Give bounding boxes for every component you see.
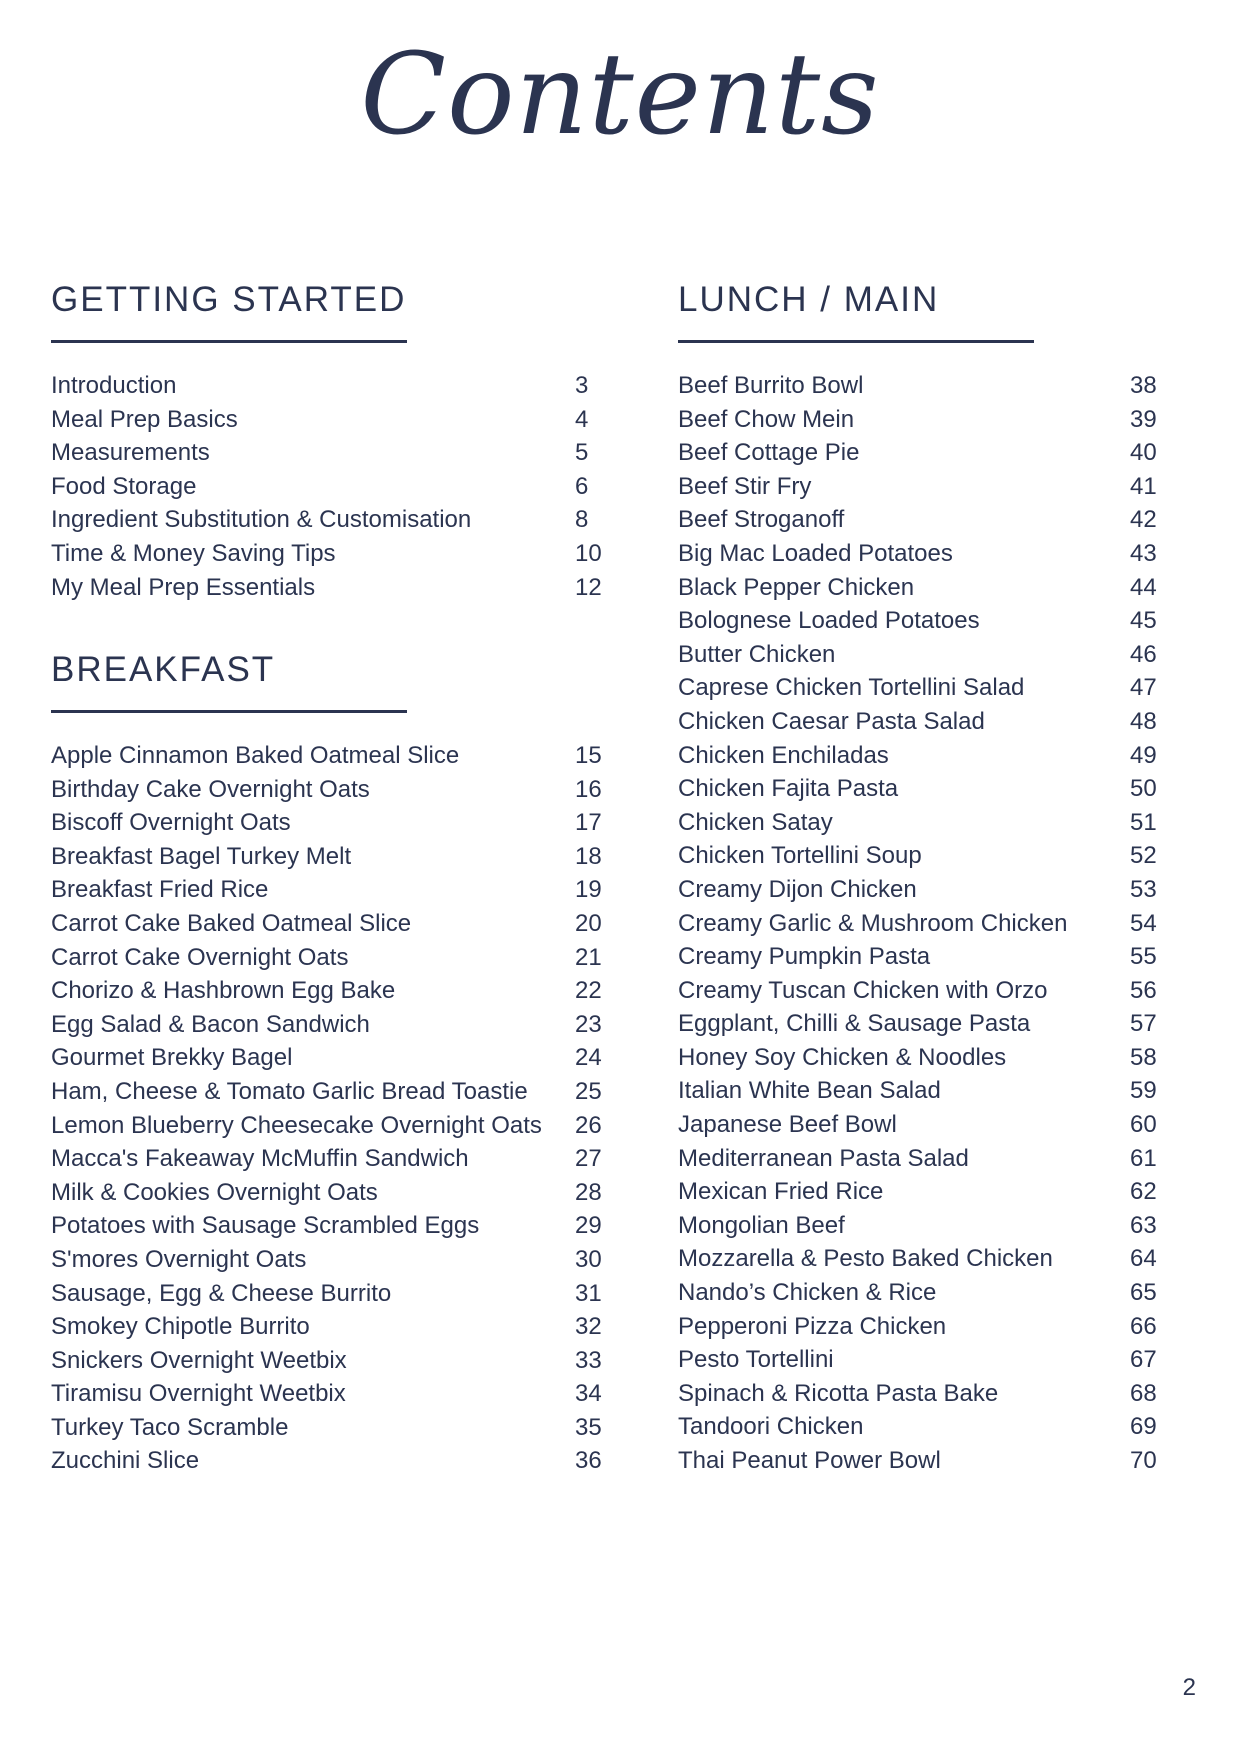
toc-entry-page: 27 [575, 1145, 602, 1173]
toc-entry-page: 6 [575, 472, 589, 500]
toc-entry-page: 10 [575, 539, 602, 567]
toc-entry-title: Mediterranean Pasta Salad [678, 1144, 969, 1172]
toc-entry-title: Beef Cottage Pie [678, 439, 860, 467]
toc-entry-title: Japanese Beef Bowl [678, 1111, 897, 1139]
toc-entry-title: Breakfast Bagel Turkey Melt [51, 842, 352, 870]
toc-entry-page: 41 [1130, 472, 1157, 500]
toc-entry-title: Black Pepper Chicken [678, 573, 915, 601]
toc-entry-page: 65 [1130, 1279, 1157, 1307]
toc-entry[interactable] [678, 974, 1218, 1008]
toc-entry-page: 31 [575, 1279, 602, 1307]
section-breakfast [51, 650, 407, 713]
toc-entry-page: 30 [575, 1245, 602, 1273]
toc-entry-title: Pesto Tortellini [678, 1346, 834, 1374]
toc-entry[interactable] [678, 537, 1218, 571]
toc-entry[interactable] [678, 1142, 1218, 1176]
toc-entry-title: Bolognese Loaded Potatoes [678, 607, 980, 635]
toc-entry-title: Birthday Cake Overnight Oats [51, 775, 370, 803]
toc-entry[interactable] [51, 907, 611, 941]
toc-entry-page: 24 [575, 1044, 602, 1072]
toc-entry-page: 34 [575, 1380, 602, 1408]
toc-entry[interactable] [51, 1142, 611, 1176]
toc-entry[interactable] [678, 1377, 1218, 1411]
toc-entry-title: Honey Soy Chicken & Noodles [678, 1043, 1007, 1071]
toc-entry-title: Creamy Tuscan Chicken with Orzo [678, 976, 1048, 1004]
toc-entry-page: 26 [575, 1111, 602, 1139]
toc-entry-page: 54 [1130, 909, 1157, 937]
section-divider [678, 340, 1034, 343]
toc-entry-page: 20 [575, 909, 602, 937]
toc-entry-title: Beef Burrito Bowl [678, 372, 864, 399]
toc-entry-title: Potatoes with Sausage Scrambled Eggs [51, 1212, 480, 1240]
toc-entry[interactable] [51, 1444, 611, 1478]
toc-entry[interactable] [51, 1243, 611, 1277]
toc-entry-title: Beef Chow Mein [678, 405, 855, 433]
toc-entry[interactable] [51, 537, 611, 571]
toc-entry-page: 40 [1130, 439, 1157, 467]
page-title: Contents [360, 30, 880, 160]
toc-entry-title: Milk & Cookies Overnight Oats [51, 1178, 378, 1206]
toc-entry-title: Food Storage [51, 472, 197, 500]
toc-entry-page: 68 [1130, 1379, 1157, 1407]
toc-entry-page: 46 [1130, 640, 1157, 668]
toc-entry-page: 48 [1130, 707, 1157, 735]
toc-entry-title: Mozzarella & Pesto Baked Chicken [678, 1245, 1053, 1273]
toc-entry[interactable] [51, 503, 611, 537]
toc-entry-page: 29 [575, 1212, 602, 1240]
toc-entry[interactable] [51, 873, 611, 907]
toc-entry-page: 51 [1130, 808, 1157, 836]
toc-entry-title: Carrot Cake Baked Oatmeal Slice [51, 909, 412, 937]
toc-entry-title: Eggplant, Chilli & Sausage Pasta [678, 1010, 1031, 1038]
toc-entry-title: Gourmet Brekky Bagel [51, 1044, 293, 1072]
toc-entry[interactable] [678, 638, 1218, 672]
toc-entry-title: Ingredient Substitution & Customisation [51, 506, 472, 534]
toc-entry[interactable] [51, 1209, 611, 1243]
toc-entry-title: Measurements [51, 439, 210, 467]
toc-entry[interactable] [678, 671, 1218, 705]
toc-entry[interactable] [51, 571, 611, 605]
toc-entry-title: Nando’s Chicken & Rice [678, 1279, 937, 1307]
section-heading: GETTING STARTED [51, 280, 407, 319]
toc-entry[interactable] [51, 369, 611, 403]
toc-entry[interactable] [678, 503, 1218, 537]
lunch-main-list [678, 369, 1218, 1478]
toc-entry[interactable] [678, 403, 1218, 437]
toc-entry[interactable] [51, 1277, 611, 1311]
toc-entry-page: 28 [575, 1178, 602, 1206]
toc-entry[interactable] [51, 941, 611, 975]
toc-entry[interactable] [51, 1109, 611, 1143]
toc-entry-title: Creamy Dijon Chicken [678, 875, 917, 903]
toc-entry-title: Chicken Tortellini Soup [678, 842, 922, 870]
toc-entry-page: 35 [575, 1413, 602, 1441]
section-lunch-main [678, 280, 1034, 343]
toc-entry[interactable] [678, 1007, 1218, 1041]
toc-entry-page: 5 [575, 439, 589, 467]
section-heading: BREAKFAST [51, 650, 276, 689]
toc-entry-title: Caprese Chicken Tortellini Salad [678, 674, 1025, 702]
toc-entry[interactable] [678, 1276, 1218, 1310]
section-heading: LUNCH / MAIN [678, 280, 940, 319]
toc-entry-title: Tiramisu Overnight Weetbix [51, 1380, 346, 1408]
toc-entry-page: 66 [1130, 1312, 1157, 1340]
toc-entry-page: 18 [575, 842, 602, 870]
toc-entry[interactable] [678, 1108, 1218, 1142]
toc-entry[interactable] [51, 1310, 611, 1344]
toc-entry-page: 4 [575, 405, 589, 433]
toc-entry-title: Carrot Cake Overnight Oats [51, 943, 349, 971]
section-divider [51, 340, 407, 343]
toc-entry-page: 61 [1130, 1144, 1157, 1172]
toc-entry[interactable] [51, 773, 611, 807]
toc-entry-title: Turkey Taco Scramble [51, 1413, 289, 1441]
toc-entry-title: Ham, Cheese & Tomato Garlic Bread Toastie [51, 1077, 528, 1105]
toc-entry[interactable] [51, 974, 611, 1008]
toc-entry-title: Beef Stir Fry [678, 472, 812, 500]
toc-entry[interactable] [51, 1176, 611, 1210]
toc-entry[interactable] [678, 1209, 1218, 1243]
toc-entry-page: 70 [1130, 1447, 1157, 1474]
toc-entry-page: 22 [575, 977, 602, 1005]
toc-entry[interactable] [51, 1075, 611, 1109]
toc-entry[interactable] [678, 604, 1218, 638]
toc-entry-page: 52 [1130, 842, 1157, 870]
toc-entry[interactable] [678, 1343, 1218, 1377]
toc-entry-title: Chicken Satay [678, 808, 833, 836]
toc-entry[interactable] [678, 1410, 1218, 1444]
toc-entry[interactable] [678, 1175, 1218, 1209]
toc-entry[interactable] [678, 907, 1218, 941]
toc-entry[interactable] [678, 940, 1218, 974]
toc-entry-page: 16 [575, 775, 602, 803]
toc-entry-page: 23 [575, 1010, 602, 1038]
toc-entry-page: 3 [575, 372, 589, 399]
toc-entry-page: 21 [575, 943, 602, 971]
toc-entry-title: Meal Prep Basics [51, 405, 238, 433]
toc-entry-page: 39 [1130, 405, 1157, 433]
toc-entry-page: 50 [1130, 775, 1157, 803]
toc-entry[interactable] [51, 1344, 611, 1378]
toc-entry-title: Chicken Fajita Pasta [678, 775, 899, 803]
toc-entry-page: 33 [575, 1346, 602, 1374]
toc-entry-title: Thai Peanut Power Bowl [678, 1447, 941, 1474]
toc-entry[interactable] [678, 470, 1218, 504]
toc-entry[interactable] [51, 806, 611, 840]
toc-entry-title: Time & Money Saving Tips [51, 539, 336, 567]
toc-entry-title: Snickers Overnight Weetbix [51, 1346, 347, 1374]
toc-entry[interactable] [678, 839, 1218, 873]
breakfast-list [51, 739, 611, 1478]
toc-entry[interactable] [678, 1444, 1218, 1478]
toc-entry[interactable] [678, 369, 1218, 403]
toc-entry[interactable] [51, 436, 611, 470]
toc-entry[interactable] [678, 739, 1218, 773]
getting-started-list [51, 369, 611, 604]
toc-entry-title: Chicken Caesar Pasta Salad [678, 707, 985, 735]
toc-entry-page: 15 [575, 742, 602, 769]
toc-entry[interactable] [678, 1074, 1218, 1108]
toc-entry-title: Pepperoni Pizza Chicken [678, 1312, 947, 1340]
toc-entry-title: Big Mac Loaded Potatoes [678, 539, 953, 567]
toc-entry[interactable] [51, 1411, 611, 1445]
toc-entry-page: 36 [575, 1447, 602, 1475]
toc-entry[interactable] [51, 470, 611, 504]
toc-entry-title: Breakfast Fried Rice [51, 876, 269, 904]
toc-entry-page: 62 [1130, 1178, 1157, 1206]
toc-entry[interactable] [678, 806, 1218, 840]
page-number: 2 [1182, 1674, 1196, 1701]
toc-entry[interactable] [678, 436, 1218, 470]
toc-entry-page: 67 [1130, 1346, 1157, 1374]
section-divider [51, 710, 407, 713]
toc-entry-page: 56 [1130, 976, 1157, 1004]
toc-entry[interactable] [678, 772, 1218, 806]
toc-entry-page: 8 [575, 506, 589, 534]
toc-entry-page: 69 [1130, 1413, 1157, 1441]
toc-entry[interactable] [678, 1310, 1218, 1344]
toc-entry-title: Creamy Pumpkin Pasta [678, 943, 931, 971]
toc-entry-title: Biscoff Overnight Oats [51, 809, 291, 837]
toc-entry-page: 32 [575, 1313, 602, 1341]
toc-entry[interactable] [51, 840, 611, 874]
toc-entry-title: S'mores Overnight Oats [51, 1245, 307, 1273]
toc-entry-page: 60 [1130, 1111, 1157, 1139]
toc-entry[interactable] [678, 1041, 1218, 1075]
toc-entry-title: Beef Stroganoff [678, 506, 845, 534]
section-getting-started [51, 280, 407, 343]
toc-entry-page: 63 [1130, 1211, 1157, 1239]
toc-entry[interactable] [51, 739, 611, 773]
toc-entry-title: Introduction [51, 372, 177, 399]
toc-entry-page: 57 [1130, 1010, 1157, 1038]
toc-entry[interactable] [678, 705, 1218, 739]
toc-entry-title: Mongolian Beef [678, 1211, 845, 1239]
toc-entry-title: Spinach & Ricotta Pasta Bake [678, 1379, 999, 1407]
toc-entry-page: 42 [1130, 506, 1157, 534]
toc-entry-title: Butter Chicken [678, 640, 836, 668]
toc-entry[interactable] [51, 1041, 611, 1075]
toc-entry-page: 59 [1130, 1077, 1157, 1105]
toc-entry-page: 53 [1130, 875, 1157, 903]
toc-entry-page: 17 [575, 809, 602, 837]
toc-entry-title: Lemon Blueberry Cheesecake Overnight Oats [51, 1111, 542, 1139]
toc-entry-title: Egg Salad & Bacon Sandwich [51, 1010, 370, 1038]
toc-entry-page: 49 [1130, 741, 1157, 769]
toc-entry-page: 55 [1130, 943, 1157, 971]
toc-entry[interactable] [51, 1377, 611, 1411]
toc-entry-title: Mexican Fried Rice [678, 1178, 884, 1206]
toc-entry-title: Tandoori Chicken [678, 1413, 864, 1441]
toc-entry-page: 58 [1130, 1043, 1157, 1071]
toc-entry-title: Apple Cinnamon Baked Oatmeal Slice [51, 742, 460, 769]
toc-entry-page: 64 [1130, 1245, 1157, 1273]
toc-entry-title: Chicken Enchiladas [678, 741, 889, 769]
toc-entry[interactable] [51, 1008, 611, 1042]
toc-entry[interactable] [51, 403, 611, 437]
toc-entry-title: Smokey Chipotle Burrito [51, 1313, 310, 1341]
toc-entry-page: 12 [575, 573, 602, 601]
toc-entry-title: Sausage, Egg & Cheese Burrito [51, 1279, 392, 1307]
toc-entry-title: Macca's Fakeaway McMuffin Sandwich [51, 1145, 469, 1173]
toc-entry-page: 47 [1130, 674, 1157, 702]
toc-entry-title: Chorizo & Hashbrown Egg Bake [51, 977, 396, 1005]
toc-entry-title: Creamy Garlic & Mushroom Chicken [678, 909, 1068, 937]
toc-entry-page: 45 [1130, 607, 1157, 635]
toc-entry-page: 25 [575, 1077, 602, 1105]
toc-entry[interactable] [678, 1242, 1218, 1276]
toc-entry-title: My Meal Prep Essentials [51, 573, 316, 601]
toc-entry-page: 38 [1130, 372, 1157, 399]
toc-entry-page: 43 [1130, 539, 1157, 567]
toc-entry-page: 19 [575, 876, 602, 904]
toc-entry-page: 44 [1130, 573, 1157, 601]
toc-entry[interactable] [678, 873, 1218, 907]
toc-entry-title: Zucchini Slice [51, 1447, 200, 1475]
toc-entry[interactable] [678, 571, 1218, 605]
toc-entry-title: Italian White Bean Salad [678, 1077, 941, 1105]
